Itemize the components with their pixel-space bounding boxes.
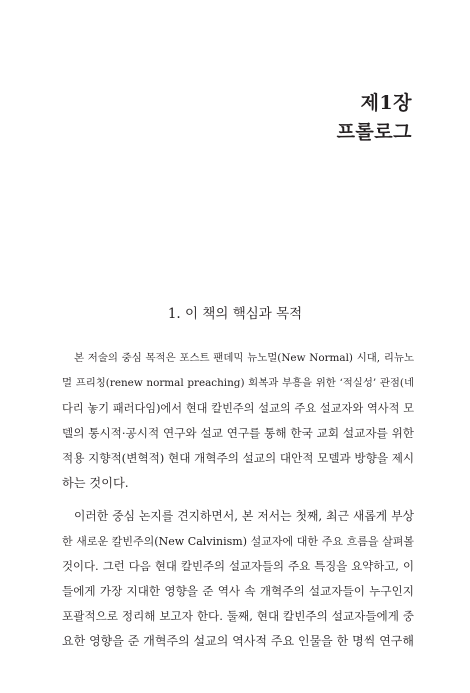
text-line: 다리 놓기 패러다임)에서 현대 칼빈주의 설교의 주요 설교자와 역사적 모 bbox=[62, 402, 414, 415]
text-line: 적용 지향적(변혁적) 현대 개혁주의 설교의 대안적 모델과 방향을 제시 bbox=[62, 451, 414, 465]
text-line: 것이다. 그런 다음 현대 칼빈주의 설교자들의 주요 특징을 요약하고, 이 bbox=[62, 559, 414, 573]
chapter-header bbox=[337, 90, 412, 145]
text-line: 하는 것이다. bbox=[62, 476, 129, 490]
text-line: 들에게 가장 지대한 영향을 준 역사 속 개혁주의 설교자들이 누구인지 bbox=[62, 584, 414, 598]
text-line: 이러한 중심 논지를 견지하면서, 본 저서는 첫째, 최근 새롭게 부상 bbox=[74, 509, 414, 523]
text-line: 한 새로운 칼빈주의(New Calvinism) 설교자에 대한 주요 흐름을 살펴볼 bbox=[62, 535, 414, 548]
paragraph-2 bbox=[62, 504, 414, 654]
paragraph-gap bbox=[62, 496, 414, 504]
text-line: 멀 프리칭(renew normal preaching) 회복과 부흥을 위한 ‘적실성’ 관점(네 bbox=[62, 377, 414, 389]
chapter-title: 프롤로그 bbox=[336, 121, 412, 143]
chapter-number: 제1장 bbox=[360, 92, 412, 114]
paragraph-1 bbox=[62, 346, 414, 496]
body-text bbox=[62, 346, 414, 654]
text-line: 본 저술의 중심 목적은 포스트 팬데믹 뉴노멀(New Normal) 시대, 리뉴노 bbox=[74, 352, 414, 364]
text-line: 요한 영향을 준 개혁주의 설교의 역사적 주요 인물을 한 명씩 연구해 bbox=[62, 634, 414, 648]
text-line: 포괄적으로 정리해 보고자 한다. 둘째, 현대 칼빈주의 설교자들에게 중 bbox=[62, 609, 414, 623]
text-line: 델의 통시적·공시적 연구와 설교 연구를 통해 한국 교회 설교자를 위한 bbox=[62, 426, 414, 440]
section-heading: 1. 이 책의 핵심과 목적 bbox=[167, 306, 303, 322]
